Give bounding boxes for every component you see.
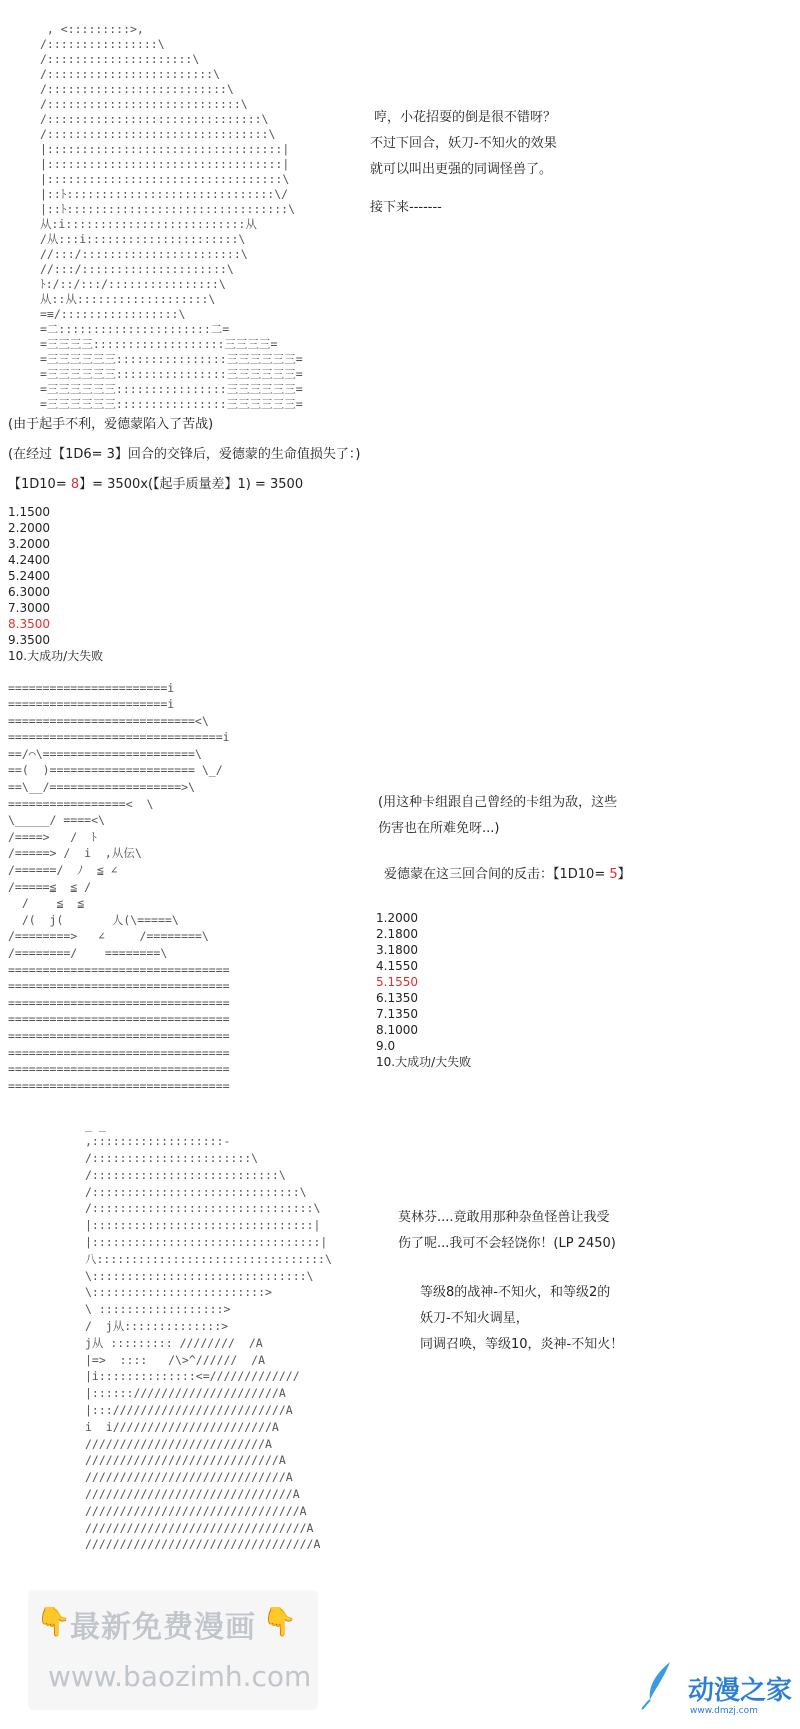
table-row: 6.3000 (8, 585, 50, 599)
table-row: 10.大成功/大失败 (376, 1055, 472, 1069)
table-row: 4.2400 (8, 553, 50, 567)
narration-line: (在经过【1D6= 3】回合的交锋后，爱德蒙的生命值损失了：) (8, 447, 361, 462)
dialog-line: 不过下回合，妖刀-不知火的效果 (370, 136, 557, 151)
table-row: 1.1500 (8, 505, 50, 519)
dialog-line: 莫林芬....竟敢用那种杂鱼怪兽让我受 (398, 1210, 610, 1225)
watermark-title: 最新免费漫画 (70, 1610, 256, 1645)
table-row: 8.1000 (376, 1023, 418, 1037)
counterattack-line: 爱德蒙在这三回合间的反击：【1D10= 5】 (384, 867, 631, 882)
dialog-line: 同调召唤，等级10，炎神-不知火！ (420, 1337, 624, 1352)
table-row: 6.1350 (376, 991, 418, 1005)
watermark-dmzj-url: www.dmzj.com (690, 1706, 758, 1716)
dialog-line: 接下来------- (370, 200, 442, 215)
dialog-block-4 (420, 1280, 623, 1358)
dialog-line: (用这种卡组跟自己曾经的卡组为敌，这些 (378, 795, 618, 810)
table-row: 8.3500 (8, 617, 50, 631)
dialog-block-2 (378, 790, 617, 842)
table-row: 1.2000 (376, 911, 418, 925)
feather-logo-icon (640, 1660, 682, 1710)
narration-line: (由于起手不利，爱德蒙陷入了苦战) (8, 417, 214, 432)
damage-table-1 (8, 504, 103, 664)
table-row: 10.大成功/大失败 (8, 649, 104, 663)
table-row: 9.3500 (8, 633, 50, 647)
table-row: 7.3000 (8, 601, 50, 615)
ascii-art-middle: =======================i =======================i ===========================<\ ===============================i ==/⌒\======================\ ==( )===================== \_/ ==\__/===================>\ =================< \ \_____/ ====<\ /====> / ﾄ /=====> / i ,从伝\ /======/ ﾉ ≦ ∠ /=====≦ ≦ / / ≦ ≦ /( j( 人(\=====\ /========> ∠ /========\ /========/ ========\ ================================ ================================ ================================ ================================ ================================ ================================ ================================ ================================ (8, 680, 230, 1093)
dialog-line: 等级8的战神-不知火，和等级2的 (420, 1285, 611, 1300)
table-row: 7.1350 (376, 1007, 418, 1021)
ascii-art-bottom: _ _ ,:::::::::::::::::::- /:::::::::::::::::::::::\ /:::::::::::::::::::::::::::\ /::::::::::::::::::::::::::::::\ /::::::::::::::::::::::::::::::::\ |::::::::::::::::::::::::::::::::| |:::::::::::::::::::::::::::::::::| 八:::::::::::::::::::::::::::::::::\ \:::::::::::::::::::::::::::::::\ \:::::::::::::::::::::::::> \ ::::::::::::::::::> / j从::::::::::::::> j从 ::::::::: //////// /A |=> :::: /\>^////// /A |i::::::::::::::<=///////////// |:::::://///////////////////A |::://///////////////////////A i i///////////////////////A //////////////////////////A ////////////////////////////A /////////////////////////////A //////////////////////////////A ///////////////////////////////A ////////////////////////////////A /////////////////////////////////A (85, 1117, 332, 1552)
table-row: 3.2000 (8, 537, 50, 551)
watermark-dmzj-title: 动漫之家 (688, 1676, 793, 1706)
dialog-block-1 (370, 105, 557, 221)
table-row: 2.2000 (8, 521, 50, 535)
dialog-line: 哼，小花招耍的倒是很不错呀？ (374, 110, 557, 125)
table-row: 2.1800 (376, 927, 418, 941)
thumb-down-icon: 👇 (262, 1605, 297, 1638)
dialog-line: 就可以叫出更强的同调怪兽了。 (370, 162, 553, 177)
dialog-line: 妖刀-不知火调星， (420, 1311, 529, 1326)
dialog-block-3 (398, 1205, 616, 1257)
dice-formula: 【1D10= 8】= 3500x(【起手质量差】1) = 3500 (8, 477, 304, 492)
table-row: 4.1550 (376, 959, 418, 973)
ascii-art-top: , <:::::::::>, /::::::::::::::::\ /:::::::::::::::::::::\ /::::::::::::::::::::::::\ /::::::::::::::::::::::::::\ /::::::::::::::::::::::::::::\ /:::::::::::::::::::::::::::::::\ /::::::::::::::::::::::::::::::::\ |::::::::::::::::::::::::::::::::::| |::::::::::::::::::::::::::::::::::| |::::::::::::::::::::::::::::::::::\ |::ﾄ::::::::::::::::::::::::::::::\/ |::ﾄ::::::::::::::::::::::::::::::::\ 从:i::::::::::::::::::::::::::从 /从:::i::::::::::::::::::::::\ //:::/:::::::::::::::::::::::\ //:::/:::::::::::::::::::::\ ﾄ:/::/:::/::::::::::::::::\ 从::从:::::::::::::::::::\ =≡/:::::::::::::::::\ =二::::::::::::::::::::::二= =三三三三:::::::::::::::::::三三三三= =三三三三三三::::::::::::::::三三三三三三= =三三三三三三::::::::::::::::三三三三三三= =三三三三三三::::::::::::::::三三三三三三= =三三三三三三::::::::::::::::三三三三三三= (40, 21, 303, 411)
table-row: 9.0 (376, 1039, 396, 1053)
table-row: 5.2400 (8, 569, 50, 583)
damage-table-2 (376, 910, 471, 1070)
dialog-line: 伤害也在所难免呀...) (378, 821, 500, 836)
table-row: 5.1550 (376, 975, 418, 989)
watermark-url: www.baozimh.com (48, 1660, 312, 1693)
dialog-line: 伤了呢...我可不会轻饶你！(LP 2450) (398, 1236, 616, 1251)
table-row: 3.1800 (376, 943, 418, 957)
thumb-down-icon: 👇 (36, 1605, 71, 1638)
